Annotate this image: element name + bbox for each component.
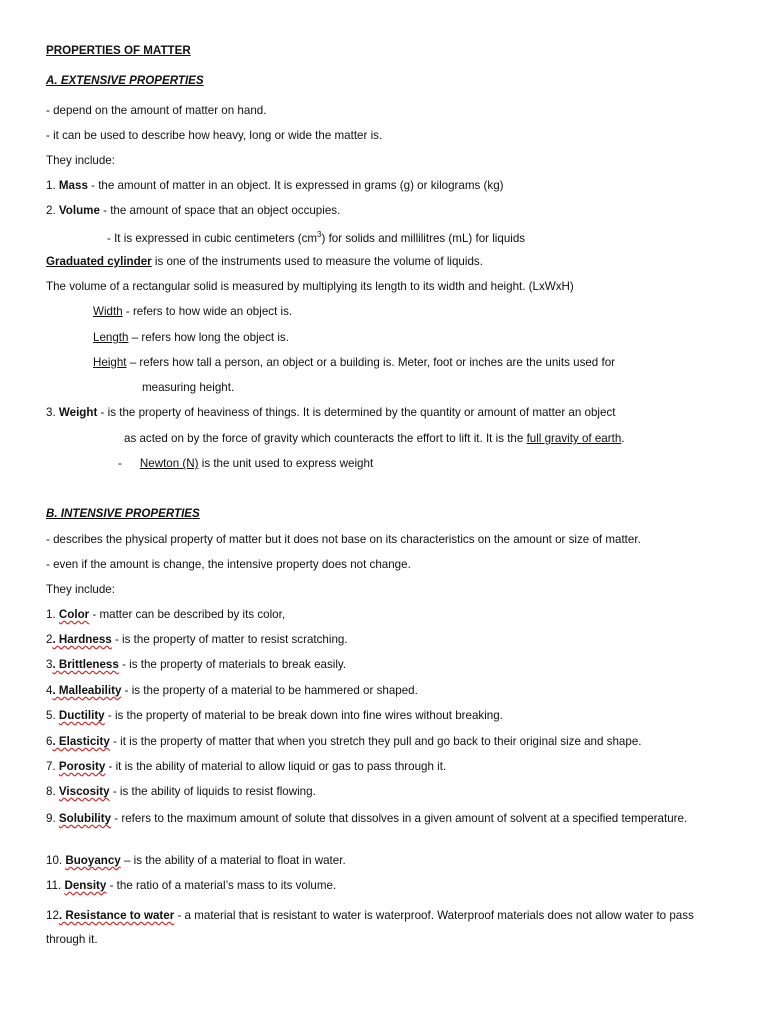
item-volume: 2. Volume - the amount of space that an object occupies. [46, 204, 341, 217]
list-item-solubility: 9. Solubility - refers to the maximum amount of solute that dissolves in a given amount of solvent at a specified temperature. [46, 812, 688, 825]
list-item-elasticity: 6. Elasticity - it is the property of matter that when you stretch they pull and go back to their original size and shape. [46, 735, 642, 748]
section-b-heading: B. INTENSIVE PROPERTIES [46, 507, 200, 520]
list-item-malleability: 4. Malleability - is the property of a material to be hammered or shaped. [46, 684, 418, 697]
list-item-ductility: 5. Ductility - is the property of material to be break down into fine wires without breaking. [46, 709, 503, 722]
volume-units-note: - It is expressed in cubic centimeters $(cm^3)$ for solids and millilitres (mL) for liquids [107, 230, 526, 245]
section-a-heading: A. EXTENSIVE PROPERTIES [46, 74, 204, 87]
length-definition: Length – refers how long the object is. [93, 331, 289, 344]
list-item-hardness: 2. Hardness - is the property of matter to resist scratching. [46, 633, 348, 646]
section-b-they-include: They include: [46, 583, 115, 596]
weight-cont: as acted on by the force of gravity which counteracts the effort to lift it. It is the full gravity of earth. [124, 432, 625, 445]
rectangular-solid-line: The volume of a rectangular solid is measured by multiplying its length to its width and height. (LxWxH) [46, 280, 574, 293]
width-definition: Width - refers to how wide an object is. [93, 305, 293, 318]
newton-line: - Newton (N) is the unit used to express weight [118, 457, 374, 470]
section-a-bullet-2: - it can be used to describe how heavy, long or wide the matter is. [46, 129, 383, 142]
list-item-viscosity: 8. Viscosity - is the ability of liquids to resist flowing. [46, 785, 316, 798]
section-a-bullet-1: - depend on the amount of matter on hand. [46, 104, 267, 117]
section-b-bullet-1: - describes the physical property of matter but it does not base on its characteristics on the amount or size of matter. [46, 533, 641, 546]
list-item-buoyancy: 10. Buoyancy – is the ability of a material to float in water. [46, 854, 346, 867]
list-item-brittleness: 3. Brittleness - is the property of materials to break easily. [46, 658, 347, 671]
height-definition-cont: measuring height. [142, 381, 235, 394]
list-item-porosity: 7. Porosity - it is the ability of material to allow liquid or gas to pass through it. [46, 760, 447, 773]
item-weight: 3. Weight - is the property of heaviness of things. It is determined by the quantity or amount of matter an object [46, 406, 616, 419]
page-title: PROPERTIES OF MATTER [46, 44, 191, 57]
height-definition: Height – refers how tall a person, an object or a building is. Meter, foot or inches are the units used for [93, 356, 616, 369]
section-b-bullet-2: - even if the amount is change, the intensive property does not change. [46, 558, 411, 571]
list-item-color: 1. Color - matter can be described by its color, [46, 608, 286, 621]
list-item-density: 11. Density - the ratio of a material’s mass to its volume. [46, 879, 337, 892]
graduated-cylinder-line: Graduated cylinder is one of the instruments used to measure the volume of liquids. [46, 255, 483, 268]
section-a-they-include: They include: [46, 154, 115, 167]
list-item-resistance-to-water: 12. Resistance to water - a material that is resistant to water is waterproof. Waterproof materials does not allow water to pass through it. [46, 909, 694, 947]
item-mass: 1. Mass - the amount of matter in an object. It is expressed in grams (g) or kilograms (kg) [46, 179, 504, 192]
